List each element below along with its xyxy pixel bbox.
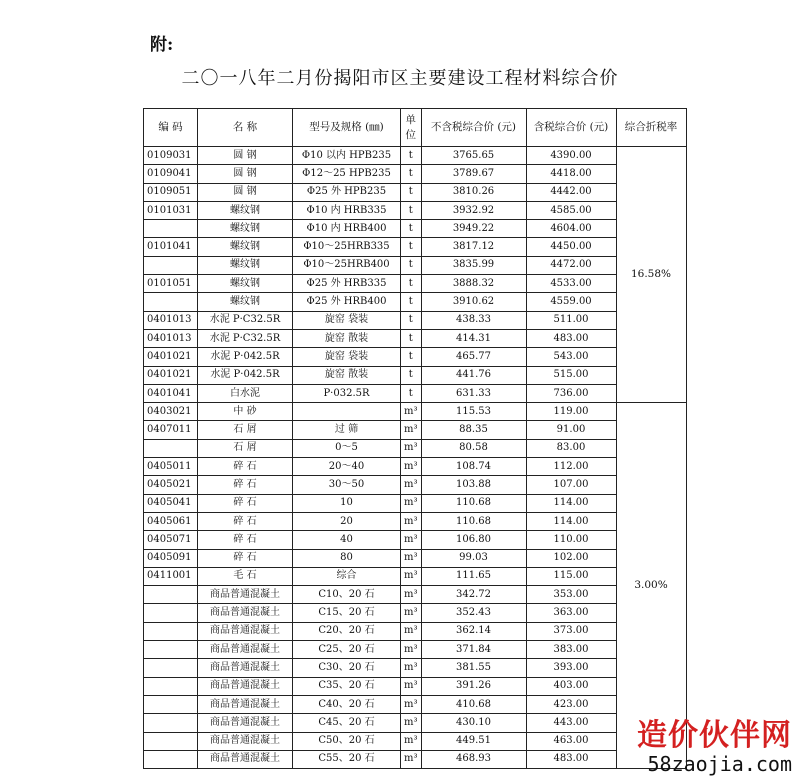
cell-unit: m³ xyxy=(401,750,422,768)
table-row xyxy=(144,238,687,256)
cell-code: 0101041 xyxy=(144,238,198,256)
cell-price-ex-tax: 391.26 xyxy=(421,677,526,695)
cell-name: 商品普通混凝土 xyxy=(198,750,293,768)
table-body xyxy=(144,147,687,769)
cell-name: 商品普通混凝土 xyxy=(198,622,293,640)
table-row xyxy=(144,549,687,567)
table-header-row xyxy=(144,109,687,147)
cell-price-inc-tax: 403.00 xyxy=(526,677,616,695)
table-row xyxy=(144,604,687,622)
cell-name: 碎 石 xyxy=(198,531,293,549)
cell-unit: m³ xyxy=(401,439,422,457)
cell-code xyxy=(144,604,198,622)
cell-spec: 旋窑 袋装 xyxy=(293,311,401,329)
cell-spec: 0～5 xyxy=(293,439,401,457)
cell-name: 商品普通混凝土 xyxy=(198,659,293,677)
cell-name: 螺纹钢 xyxy=(198,293,293,311)
cell-unit: m³ xyxy=(401,604,422,622)
cell-spec: Φ10 以内 HPB235 xyxy=(293,147,401,165)
cell-spec: Φ10 内 HRB335 xyxy=(293,201,401,219)
cell-spec: 旋窑 散装 xyxy=(293,329,401,347)
cell-price-ex-tax: 108.74 xyxy=(421,458,526,476)
cell-spec: C55、20 石 xyxy=(293,750,401,768)
cell-name: 螺纹钢 xyxy=(198,201,293,219)
cell-spec: 20 xyxy=(293,512,401,530)
cell-price-inc-tax: 515.00 xyxy=(526,366,616,384)
cell-code xyxy=(144,695,198,713)
cell-spec: 过 筛 xyxy=(293,421,401,439)
cell-unit: t xyxy=(401,201,422,219)
table-row xyxy=(144,329,687,347)
header-price-inc-tax: 含税综合价 (元) xyxy=(526,109,616,147)
cell-spec: Φ25 外 HRB400 xyxy=(293,293,401,311)
cell-spec: C50、20 石 xyxy=(293,732,401,750)
cell-spec: C30、20 石 xyxy=(293,659,401,677)
cell-spec: Φ10～25HRB335 xyxy=(293,238,401,256)
table-row xyxy=(144,165,687,183)
cell-unit: m³ xyxy=(401,421,422,439)
cell-unit: m³ xyxy=(401,458,422,476)
cell-price-inc-tax: 110.00 xyxy=(526,531,616,549)
cell-code: 0401021 xyxy=(144,366,198,384)
cell-name: 白水泥 xyxy=(198,384,293,402)
cell-name: 中 砂 xyxy=(198,403,293,421)
cell-code: 0401013 xyxy=(144,311,198,329)
cell-price-inc-tax: 363.00 xyxy=(526,604,616,622)
cell-name: 商品普通混凝土 xyxy=(198,714,293,732)
cell-code xyxy=(144,714,198,732)
cell-name: 商品普通混凝土 xyxy=(198,641,293,659)
cell-spec: 旋窑 袋装 xyxy=(293,348,401,366)
cell-price-ex-tax: 449.51 xyxy=(421,732,526,750)
table-row xyxy=(144,256,687,274)
cell-unit: m³ xyxy=(401,659,422,677)
tax-rate-cell: 3.00% xyxy=(616,403,686,769)
header-name: 名 称 xyxy=(198,109,293,147)
cell-name: 螺纹钢 xyxy=(198,220,293,238)
cell-unit: m³ xyxy=(401,549,422,567)
cell-unit: t xyxy=(401,238,422,256)
cell-price-ex-tax: 103.88 xyxy=(421,476,526,494)
cell-unit: m³ xyxy=(401,403,422,421)
cell-unit: t xyxy=(401,311,422,329)
cell-spec: P·032.5R xyxy=(293,384,401,402)
cell-price-ex-tax: 414.31 xyxy=(421,329,526,347)
cell-price-inc-tax: 114.00 xyxy=(526,512,616,530)
table-row xyxy=(144,147,687,165)
cell-price-ex-tax: 468.93 xyxy=(421,750,526,768)
cell-price-inc-tax: 4442.00 xyxy=(526,183,616,201)
cell-code: 0401013 xyxy=(144,329,198,347)
cell-price-ex-tax: 110.68 xyxy=(421,512,526,530)
cell-name: 商品普通混凝土 xyxy=(198,732,293,750)
cell-unit: m³ xyxy=(401,567,422,585)
table-row xyxy=(144,476,687,494)
cell-price-ex-tax: 410.68 xyxy=(421,695,526,713)
tax-rate-cell: 16.58% xyxy=(616,147,686,403)
cell-name: 螺纹钢 xyxy=(198,275,293,293)
cell-price-ex-tax: 3817.12 xyxy=(421,238,526,256)
cell-code xyxy=(144,586,198,604)
cell-name: 水泥 P·C32.5R xyxy=(198,311,293,329)
cell-price-ex-tax: 631.33 xyxy=(421,384,526,402)
cell-name: 圆 钢 xyxy=(198,165,293,183)
cell-name: 水泥 P·042.5R xyxy=(198,348,293,366)
cell-spec: 旋窑 散装 xyxy=(293,366,401,384)
cell-price-ex-tax: 3789.67 xyxy=(421,165,526,183)
cell-code xyxy=(144,622,198,640)
cell-code xyxy=(144,750,198,768)
header-unit: 单位 xyxy=(401,109,422,147)
cell-price-inc-tax: 443.00 xyxy=(526,714,616,732)
cell-price-ex-tax: 381.55 xyxy=(421,659,526,677)
cell-price-inc-tax: 119.00 xyxy=(526,403,616,421)
cell-name: 圆 钢 xyxy=(198,183,293,201)
cell-unit: m³ xyxy=(401,494,422,512)
cell-price-ex-tax: 3810.26 xyxy=(421,183,526,201)
table-row xyxy=(144,201,687,219)
cell-name: 商品普通混凝土 xyxy=(198,695,293,713)
cell-name: 商品普通混凝土 xyxy=(198,586,293,604)
cell-price-inc-tax: 483.00 xyxy=(526,750,616,768)
cell-price-ex-tax: 352.43 xyxy=(421,604,526,622)
table-row xyxy=(144,458,687,476)
attachment-label: 附: xyxy=(150,35,174,55)
cell-code: 0109031 xyxy=(144,147,198,165)
table-row xyxy=(144,714,687,732)
table-row xyxy=(144,622,687,640)
cell-unit: t xyxy=(401,275,422,293)
cell-spec: Φ12～25 HPB235 xyxy=(293,165,401,183)
cell-name: 碎 石 xyxy=(198,512,293,530)
cell-name: 商品普通混凝土 xyxy=(198,677,293,695)
header-tax-rate: 综合折税率 xyxy=(616,109,686,147)
table-row xyxy=(144,659,687,677)
cell-unit: m³ xyxy=(401,586,422,604)
cell-price-inc-tax: 4472.00 xyxy=(526,256,616,274)
cell-spec: Φ25 外 HRB335 xyxy=(293,275,401,293)
cell-unit: t xyxy=(401,220,422,238)
cell-price-inc-tax: 114.00 xyxy=(526,494,616,512)
cell-price-inc-tax: 736.00 xyxy=(526,384,616,402)
table-row xyxy=(144,384,687,402)
cell-spec: 20～40 xyxy=(293,458,401,476)
cell-code: 0405041 xyxy=(144,494,198,512)
cell-price-ex-tax: 371.84 xyxy=(421,641,526,659)
cell-price-ex-tax: 3888.32 xyxy=(421,275,526,293)
cell-code: 0405091 xyxy=(144,549,198,567)
watermark xyxy=(637,710,792,776)
cell-code: 0101051 xyxy=(144,275,198,293)
table-row xyxy=(144,403,687,421)
cell-unit: t xyxy=(401,165,422,183)
cell-code: 0405071 xyxy=(144,531,198,549)
cell-price-inc-tax: 463.00 xyxy=(526,732,616,750)
cell-unit: m³ xyxy=(401,476,422,494)
table-row xyxy=(144,567,687,585)
cell-unit: m³ xyxy=(401,677,422,695)
cell-spec: C25、20 石 xyxy=(293,641,401,659)
cell-price-inc-tax: 4450.00 xyxy=(526,238,616,256)
cell-spec: 30～50 xyxy=(293,476,401,494)
cell-price-inc-tax: 107.00 xyxy=(526,476,616,494)
cell-code: 0405011 xyxy=(144,458,198,476)
cell-price-inc-tax: 83.00 xyxy=(526,439,616,457)
cell-spec xyxy=(293,403,401,421)
cell-price-inc-tax: 4418.00 xyxy=(526,165,616,183)
cell-spec: C35、20 石 xyxy=(293,677,401,695)
cell-name: 石 屑 xyxy=(198,421,293,439)
cell-code xyxy=(144,293,198,311)
cell-unit: m³ xyxy=(401,714,422,732)
cell-spec: C10、20 石 xyxy=(293,586,401,604)
table-row xyxy=(144,275,687,293)
cell-name: 碎 石 xyxy=(198,476,293,494)
cell-unit: t xyxy=(401,329,422,347)
cell-code: 0401021 xyxy=(144,348,198,366)
cell-spec: 10 xyxy=(293,494,401,512)
table-row xyxy=(144,183,687,201)
cell-price-ex-tax: 106.80 xyxy=(421,531,526,549)
cell-code: 0405061 xyxy=(144,512,198,530)
cell-code xyxy=(144,659,198,677)
cell-name: 商品普通混凝土 xyxy=(198,604,293,622)
table-row xyxy=(144,439,687,457)
cell-spec: C40、20 石 xyxy=(293,695,401,713)
cell-spec: Φ10～25HRB400 xyxy=(293,256,401,274)
cell-unit: m³ xyxy=(401,622,422,640)
cell-unit: t xyxy=(401,384,422,402)
cell-price-inc-tax: 112.00 xyxy=(526,458,616,476)
cell-unit: t xyxy=(401,366,422,384)
cell-price-inc-tax: 4585.00 xyxy=(526,201,616,219)
table-row xyxy=(144,512,687,530)
cell-code: 0411001 xyxy=(144,567,198,585)
table-row xyxy=(144,586,687,604)
cell-spec: Φ10 内 HRB400 xyxy=(293,220,401,238)
cell-spec: 80 xyxy=(293,549,401,567)
cell-price-ex-tax: 3932.92 xyxy=(421,201,526,219)
header-code: 编 码 xyxy=(144,109,198,147)
cell-price-inc-tax: 4559.00 xyxy=(526,293,616,311)
table-row xyxy=(144,531,687,549)
cell-name: 毛 石 xyxy=(198,567,293,585)
cell-code: 0401041 xyxy=(144,384,198,402)
cell-price-ex-tax: 3765.65 xyxy=(421,147,526,165)
cell-price-inc-tax: 483.00 xyxy=(526,329,616,347)
cell-code: 0403021 xyxy=(144,403,198,421)
table-row xyxy=(144,366,687,384)
cell-unit: m³ xyxy=(401,531,422,549)
cell-unit: m³ xyxy=(401,641,422,659)
cell-code xyxy=(144,677,198,695)
cell-code xyxy=(144,256,198,274)
cell-price-ex-tax: 465.77 xyxy=(421,348,526,366)
table-row xyxy=(144,677,687,695)
cell-price-ex-tax: 3949.22 xyxy=(421,220,526,238)
cell-price-inc-tax: 423.00 xyxy=(526,695,616,713)
cell-name: 石 屑 xyxy=(198,439,293,457)
cell-price-ex-tax: 111.65 xyxy=(421,567,526,585)
table-row xyxy=(144,311,687,329)
cell-price-ex-tax: 438.33 xyxy=(421,311,526,329)
header-price-ex-tax: 不含税综合价 (元) xyxy=(421,109,526,147)
cell-price-inc-tax: 102.00 xyxy=(526,549,616,567)
cell-name: 圆 钢 xyxy=(198,147,293,165)
cell-price-inc-tax: 115.00 xyxy=(526,567,616,585)
cell-price-ex-tax: 362.14 xyxy=(421,622,526,640)
cell-code: 0405021 xyxy=(144,476,198,494)
cell-spec: C45、20 石 xyxy=(293,714,401,732)
table-row xyxy=(144,494,687,512)
cell-unit: t xyxy=(401,293,422,311)
table-row xyxy=(144,421,687,439)
cell-name: 螺纹钢 xyxy=(198,238,293,256)
cell-code: 0109051 xyxy=(144,183,198,201)
cell-spec: Φ25 外 HPB235 xyxy=(293,183,401,201)
cell-name: 碎 石 xyxy=(198,494,293,512)
cell-code xyxy=(144,732,198,750)
materials-table xyxy=(143,108,687,769)
cell-name: 碎 石 xyxy=(198,458,293,476)
cell-spec: C20、20 石 xyxy=(293,622,401,640)
cell-unit: t xyxy=(401,348,422,366)
cell-price-ex-tax: 3910.62 xyxy=(421,293,526,311)
cell-code xyxy=(144,220,198,238)
cell-name: 水泥 P·C32.5R xyxy=(198,329,293,347)
cell-code xyxy=(144,439,198,457)
cell-price-inc-tax: 353.00 xyxy=(526,586,616,604)
cell-unit: t xyxy=(401,147,422,165)
cell-price-inc-tax: 4533.00 xyxy=(526,275,616,293)
cell-price-ex-tax: 342.72 xyxy=(421,586,526,604)
cell-price-inc-tax: 4604.00 xyxy=(526,220,616,238)
cell-spec: C15、20 石 xyxy=(293,604,401,622)
cell-code: 0109041 xyxy=(144,165,198,183)
header-spec: 型号及规格 (㎜) xyxy=(293,109,401,147)
cell-price-ex-tax: 110.68 xyxy=(421,494,526,512)
cell-price-inc-tax: 511.00 xyxy=(526,311,616,329)
cell-unit: t xyxy=(401,183,422,201)
table-row xyxy=(144,641,687,659)
table-row xyxy=(144,750,687,768)
cell-price-inc-tax: 4390.00 xyxy=(526,147,616,165)
page-title: 二〇一八年二月份揭阳市区主要建设工程材料综合价 xyxy=(181,68,619,89)
cell-unit: m³ xyxy=(401,732,422,750)
cell-spec: 综合 xyxy=(293,567,401,585)
table-row xyxy=(144,348,687,366)
watermark-text: 造价伙伴网 xyxy=(637,718,792,753)
table-row xyxy=(144,220,687,238)
cell-price-inc-tax: 383.00 xyxy=(526,641,616,659)
watermark-url: 58zaojia.com xyxy=(647,752,792,776)
cell-price-ex-tax: 430.10 xyxy=(421,714,526,732)
table-row xyxy=(144,732,687,750)
cell-code: 0407011 xyxy=(144,421,198,439)
cell-unit: m³ xyxy=(401,695,422,713)
cell-price-inc-tax: 373.00 xyxy=(526,622,616,640)
cell-price-ex-tax: 80.58 xyxy=(421,439,526,457)
table-row xyxy=(144,695,687,713)
cell-name: 螺纹钢 xyxy=(198,256,293,274)
cell-price-ex-tax: 3835.99 xyxy=(421,256,526,274)
cell-price-ex-tax: 88.35 xyxy=(421,421,526,439)
cell-price-ex-tax: 99.03 xyxy=(421,549,526,567)
cell-price-ex-tax: 441.76 xyxy=(421,366,526,384)
table-row xyxy=(144,293,687,311)
cell-spec: 40 xyxy=(293,531,401,549)
cell-price-inc-tax: 543.00 xyxy=(526,348,616,366)
cell-unit: m³ xyxy=(401,512,422,530)
cell-price-inc-tax: 393.00 xyxy=(526,659,616,677)
cell-code xyxy=(144,641,198,659)
cell-name: 水泥 P·042.5R xyxy=(198,366,293,384)
cell-price-ex-tax: 115.53 xyxy=(421,403,526,421)
cell-code: 0101031 xyxy=(144,201,198,219)
cell-price-inc-tax: 91.00 xyxy=(526,421,616,439)
cell-name: 碎 石 xyxy=(198,549,293,567)
cell-unit: t xyxy=(401,256,422,274)
